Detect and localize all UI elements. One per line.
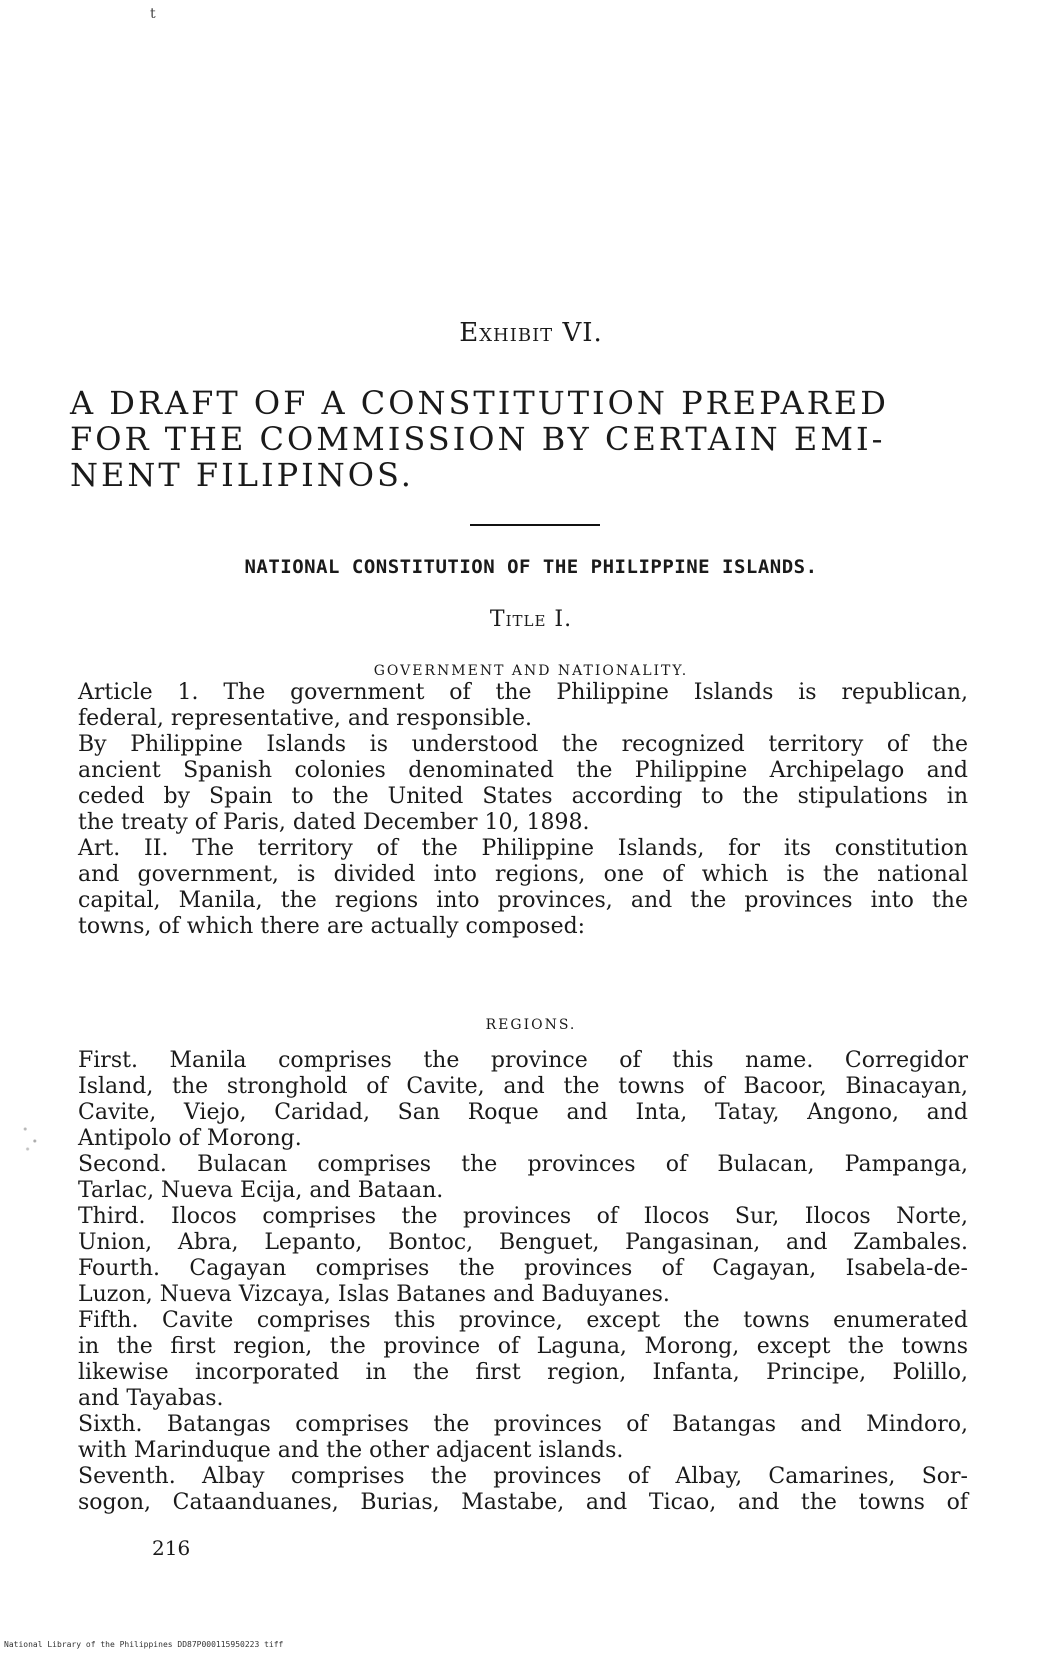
- text-line: and government, is divided into regions, one of which is the national: [78, 862, 968, 887]
- stray-mark: t: [150, 6, 156, 22]
- regions-heading: REGIONS.: [485, 1017, 577, 1033]
- text-line: Union, Abra, Lepanto, Bontoc, Benguet, Pangasinan, and Zambales.: [78, 1230, 968, 1255]
- text-line: By Philippine Islands is understood the recognized territory of the: [78, 732, 968, 757]
- text-line: Sixth. Batangas comprises the provinces of Batangas and Mindoro,: [78, 1412, 968, 1437]
- text-line: capital, Manila, the regions into provinces, and the provinces into the: [78, 888, 968, 913]
- articles-block: [78, 680, 968, 940]
- text-line: Fourth. Cagayan comprises the provinces of Cagayan, Isabela-de-: [78, 1256, 968, 1281]
- document-title-line: FOR THE COMMISSION BY CERTAIN EMI-: [70, 420, 886, 458]
- text-line: Second. Bulacan comprises the provinces of Bulacan, Pampanga,: [78, 1152, 968, 1177]
- text-line: ancient Spanish colonies denominated the Philippine Archipelago and: [78, 758, 968, 783]
- document-title: [70, 385, 970, 493]
- text-line: Third. Ilocos comprises the provinces of Ilocos Sur, Ilocos Norte,: [78, 1204, 968, 1229]
- text-line: First. Manila comprises the province of this name. Corregidor: [78, 1048, 968, 1073]
- text-line: federal, representative, and responsible.: [78, 706, 532, 731]
- title-number: Title I.: [489, 607, 573, 632]
- scan-footer: National Library of the Philippines DD87P000115950223 tiff: [4, 1640, 284, 1649]
- text-line: Article 1. The government of the Philippine Islands is republican,: [78, 680, 968, 705]
- text-line: Cavite, Viejo, Caridad, San Roque and Inta, Tatay, Angono, and: [78, 1100, 968, 1125]
- constitution-title: NATIONAL CONSTITUTION OF THE PHILIPPINE ISLANDS.: [244, 556, 818, 578]
- margin-smudge: [18, 1117, 42, 1157]
- exhibit-heading: Exhibit VI.: [459, 318, 603, 348]
- text-line: Island, the stronghold of Cavite, and the towns of Bacoor, Binacayan,: [78, 1074, 968, 1099]
- text-line: and Tayabas.: [78, 1386, 224, 1411]
- document-title-line: A DRAFT OF A CONSTITUTION PREPARED: [70, 384, 889, 422]
- text-line: likewise incorporated in the first region, Infanta, Principe, Polillo,: [78, 1360, 968, 1385]
- regions-block: [78, 1048, 968, 1516]
- text-line: towns, of which there are actually composed:: [78, 914, 586, 939]
- text-line: with Marinduque and the other adjacent islands.: [78, 1438, 624, 1463]
- text-line: ceded by Spain to the United States according to the stipulations in: [78, 784, 968, 809]
- text-line: Seventh. Albay comprises the provinces of Albay, Camarines, Sor-: [78, 1464, 968, 1489]
- text-line: the treaty of Paris, dated December 10, 1898.: [78, 810, 590, 835]
- text-line: Luzon, Nueva Vizcaya, Islas Batanes and Baduyanes.: [78, 1282, 670, 1307]
- title-heading: GOVERNMENT AND NATIONALITY.: [373, 663, 689, 679]
- text-line: in the first region, the province of Laguna, Morong, except the towns: [78, 1334, 968, 1359]
- document-title-line: NENT FILIPINOS.: [70, 456, 414, 494]
- text-line: Art. II. The territory of the Philippine Islands, for its constitution: [78, 836, 968, 861]
- text-line: Antipolo of Morong.: [78, 1126, 302, 1151]
- text-line: Tarlac, Nueva Ecija, and Bataan.: [78, 1178, 444, 1203]
- title-divider: [470, 524, 600, 526]
- text-line: sogon, Cataanduanes, Burias, Mastabe, and Ticao, and the towns of: [78, 1490, 968, 1515]
- text-line: Fifth. Cavite comprises this province, except the towns enumerated: [78, 1308, 968, 1333]
- page-number: 216: [152, 1536, 191, 1560]
